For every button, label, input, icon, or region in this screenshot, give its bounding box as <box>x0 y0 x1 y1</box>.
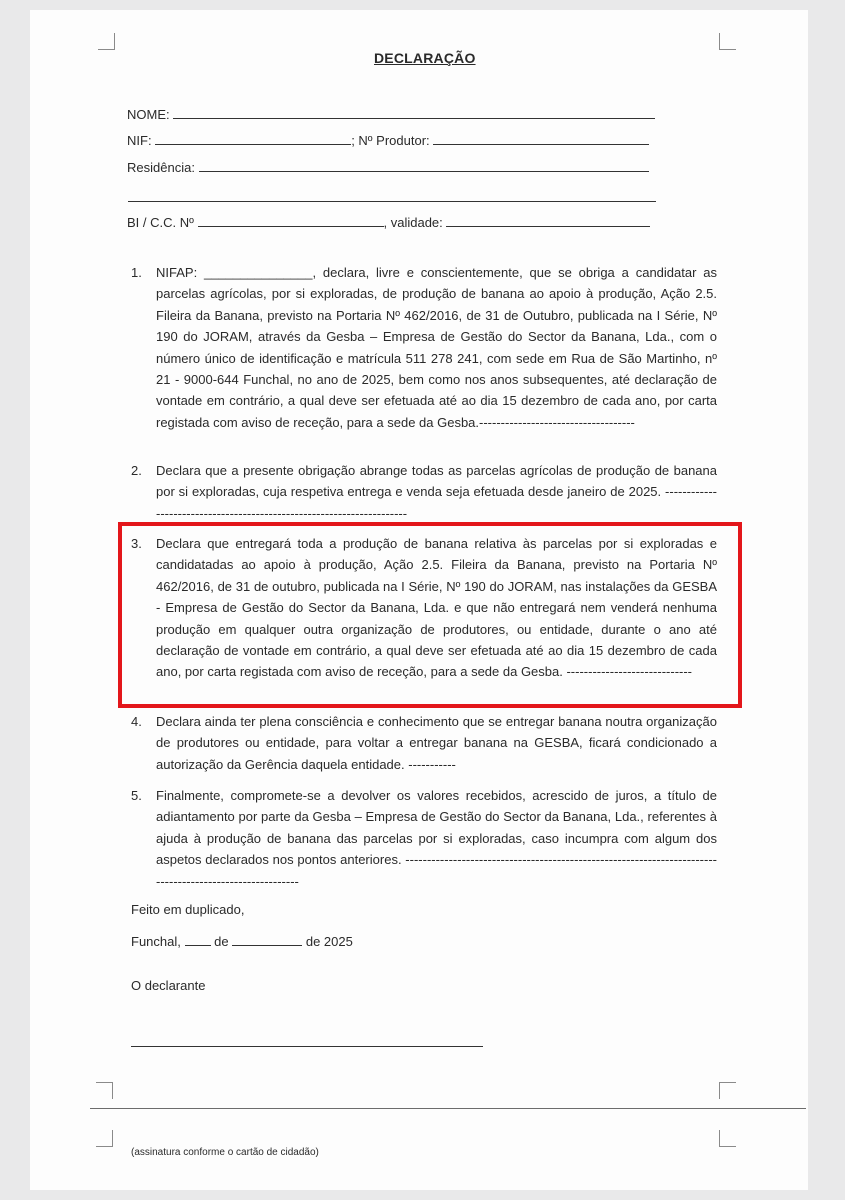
nome-field <box>127 107 655 122</box>
margin-corner-mark <box>96 1130 113 1147</box>
margin-corner-mark <box>719 1082 736 1099</box>
produtor-blank <box>433 134 649 145</box>
clause-text: Declara que a presente obrigação abrange todas as parcelas agrícolas de produção de banana por si exploradas, cuja respetiva entrega e venda seja efetuada desde janeiro de 2025. ---------------------------------------------------------------------- <box>156 463 717 521</box>
signature-line <box>131 1046 483 1047</box>
clause-text: Finalmente, compromete-se a devolver os valores recebidos, acrescido de juros, a título de adiantamento por parte da Gesba – Empresa de Gestão do Sector da Banana, Lda., referentes à ajuda à produção de banana das parcelas por si exploradas, caso incumpra com algum dos aspetos declarados nos pontos anteriores. --------------------------------------------------------------------------------------------------------- <box>156 788 717 889</box>
date-line <box>131 934 353 949</box>
residencia-blank-line-2 <box>128 201 656 202</box>
signature-note: (assinatura conforme o cartão de cidadão) <box>131 1147 319 1158</box>
residencia-label: Residência: <box>127 160 195 175</box>
date-de: de <box>214 934 229 949</box>
clause-text: NIFAP: _______________, declara, livre e conscientemente, que se obriga a candidatar as parcelas agrícolas, por si exploradas, de produção de banana ao apoio à produção, Ação 2.5. Fileira da Banana, previsto na Portaria Nº 462/2016, de 31 de Outubro, publicada na I Série, Nº 190 do JORAM, através da Gesba – Empresa de Gestão do Sector da Banana, Lda., com o número único de identificação e matrícula 511 278 241, com sede em Rua de São Martinho, nº 21 - 9000-644 Funchal, no ano de 2025, bem como nos anos subsequentes, até declaração de vontade em contrário, a qual deve ser efetuada até ao dia 15 dezembro de cada ano, por carta registada com aviso de receção, para a sede da Gesba.------------------------------------ <box>156 265 717 430</box>
nif-label: NIF: <box>127 133 152 148</box>
clause-number: 5. <box>131 788 142 803</box>
margin-corner-mark <box>96 1082 113 1099</box>
day-blank <box>185 935 211 946</box>
validade-label: , validade: <box>383 215 443 230</box>
clause-number: 1. <box>131 265 142 280</box>
clause-number: 3. <box>131 536 142 551</box>
bi-field <box>127 215 650 230</box>
page-break-line <box>90 1108 806 1109</box>
residencia-field <box>127 160 649 175</box>
residencia-blank <box>199 161 649 172</box>
clause-number: 2. <box>131 463 142 478</box>
validade-blank <box>446 216 650 227</box>
month-blank <box>232 935 302 946</box>
bi-blank <box>198 216 384 227</box>
clause-text: Declara que entregará toda a produção de banana relativa às parcelas por si exploradas e candidatadas ao apoio à produção, Ação 2.5. Fileira da Banana, previsto na Portaria Nº 462/2016, de 31 de outubro, publicada na I Série, Nº 190 do JORAM, nas instalações da GESBA - Empresa de Gestão do Sector da Banana, Lda. e que não entregará nem venderá nenhuma produção em qualquer outra organização de produtores, ou entidade, durante o ano até declaração de vontade em contrário, a qual deve ser efetuada até ao dia 15 dezembro de cada ano, por carta registada com aviso de receção, para a sede da Gesba. ----------------------------- <box>156 536 717 680</box>
produtor-label: ; Nº Produtor: <box>351 133 430 148</box>
margin-corner-mark <box>719 1130 736 1147</box>
nif-blank <box>155 134 351 145</box>
date-place: Funchal, <box>131 934 181 949</box>
document-title: DECLARAÇÃO <box>374 50 476 66</box>
date-year: de 2025 <box>305 934 353 949</box>
declarante-label: O declarante <box>131 978 206 993</box>
clause-text: Declara ainda ter plena consciência e conhecimento que se entregar banana noutra organização de produtores ou entidade, para voltar a entregar banana na GESBA, ficará condicionado a autorização da Gerência daquela entidade. ----------- <box>156 714 717 772</box>
nome-label: NOME: <box>127 107 170 122</box>
nome-blank <box>173 108 655 119</box>
margin-corner-mark <box>719 33 736 50</box>
feito-em-duplicado: Feito em duplicado, <box>131 902 245 917</box>
clause-number: 4. <box>131 714 142 729</box>
clause-3-highlight-box <box>118 522 742 708</box>
bi-label: BI / C.C. Nº <box>127 215 194 230</box>
margin-corner-mark <box>98 33 115 50</box>
nif-field <box>127 133 649 148</box>
